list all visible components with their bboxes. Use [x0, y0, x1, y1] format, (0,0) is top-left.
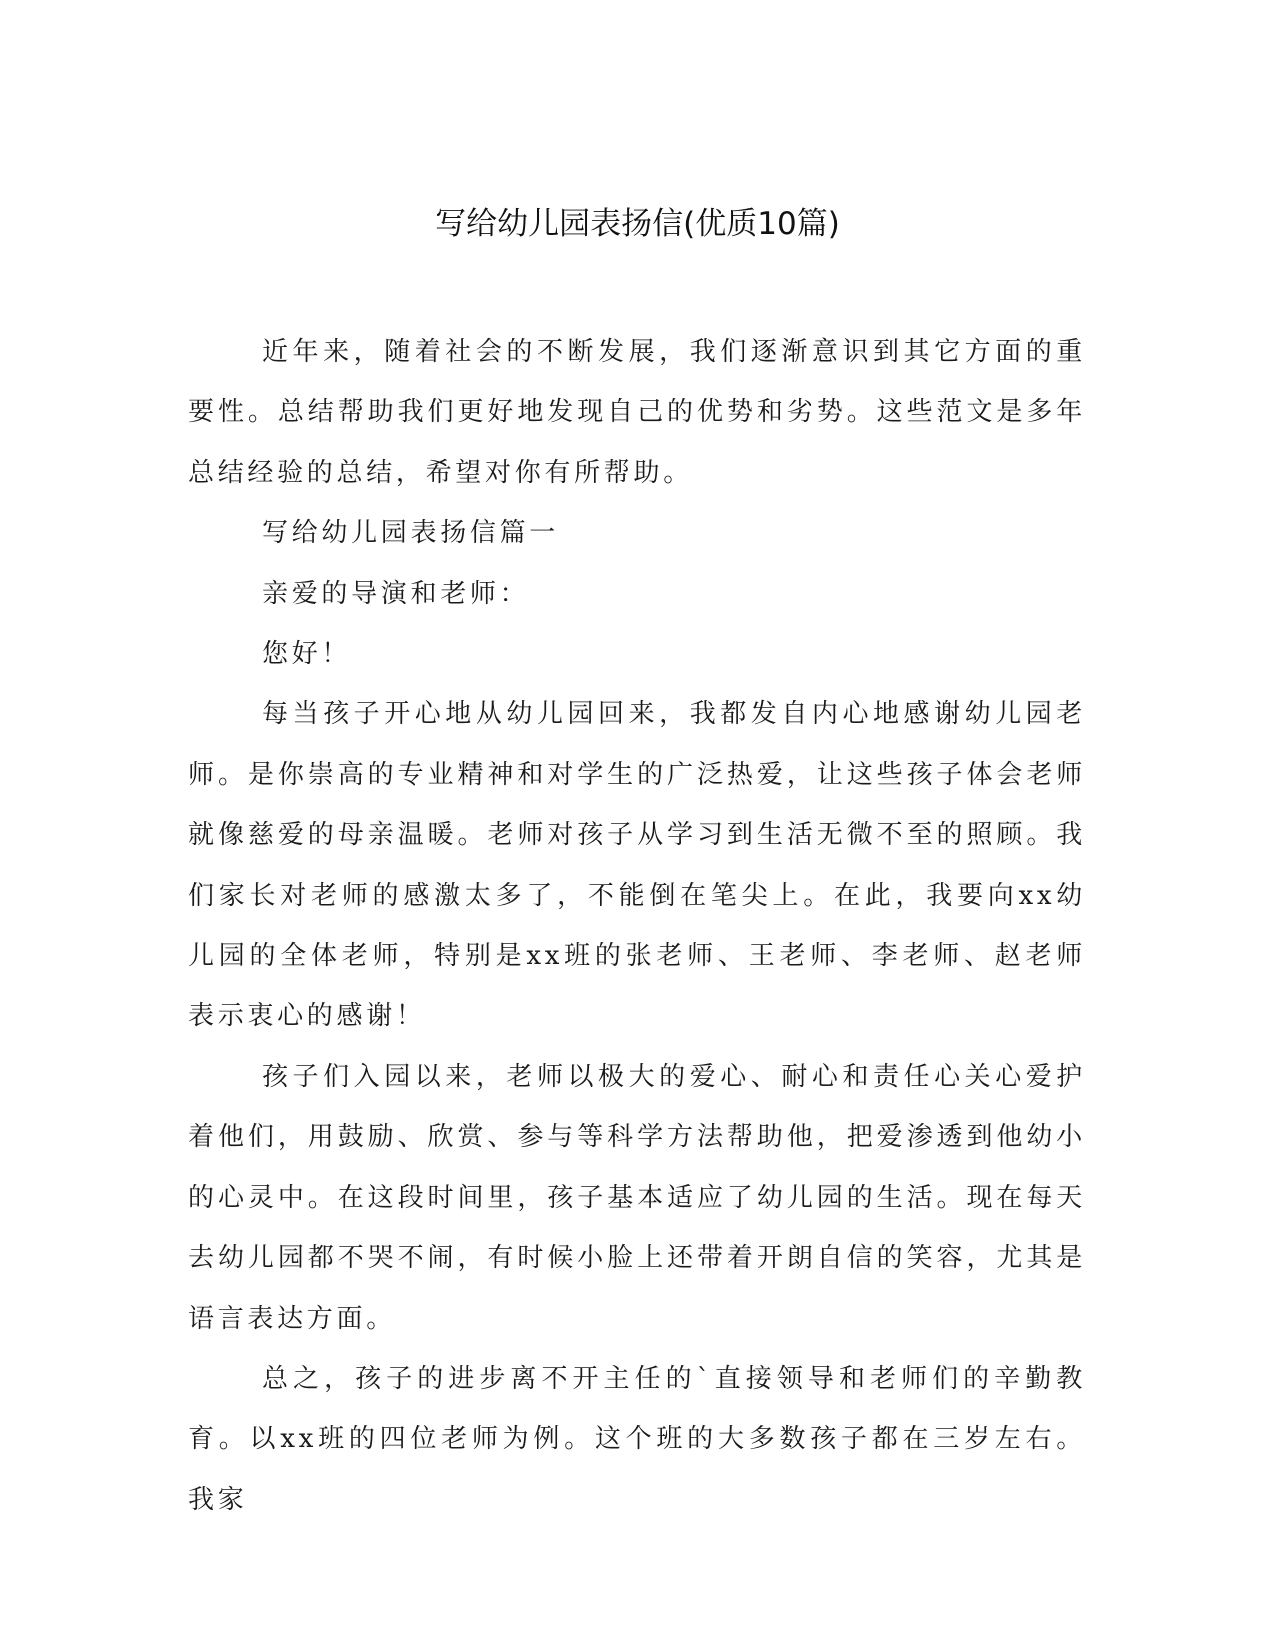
body-paragraph: 孩子们入园以来，老师以极大的爱心、耐心和责任心关心爱护着他们，用鼓励、欣赏、参与等科学方法帮助他，把爱渗透到他幼小的心灵中。在这段时间里，孩子基本适应了幼儿园的生活。现在每天去幼儿园都不哭不闹，有时候小脸上还带着开朗自信的笑容，尤其是语言表达方面。	[188, 1061, 1086, 1334]
body-paragraph: 每当孩子开心地从幼儿园回来，我都发自内心地感谢幼儿园老师。是你崇高的专业精神和对学生的广泛热爱，让这些孩子体会老师就像慈爱的母亲温暖。老师对孩子从学习到生活无微不至的照顾。我们家长对老师的感激太多了，不能倒在笔尖上。在此，我要向xx幼儿园的全体老师，特别是xx班的张老师、王老师、李老师、赵老师表示衷心的感谢！	[188, 699, 1086, 1032]
intro-paragraph: 近年来，随着社会的不断发展，我们逐渐意识到其它方面的重要性。总结帮助我们更好地发现自己的优势和劣势。这些范文是多年总结经验的总结，希望对你有所帮助。	[188, 337, 1086, 488]
section-heading: 写给幼儿园表扬信篇一	[262, 518, 560, 549]
document-body	[188, 322, 1086, 1530]
document-title: 写给幼儿园表扬信(优质10篇)	[435, 206, 840, 242]
salutation: 亲爱的导演和老师：	[262, 578, 530, 609]
greeting: 您好！	[262, 639, 352, 670]
body-paragraph: 总之，孩子的进步离不开主任的`直接领导和老师们的辛勤教育。以xx班的四位老师为例。这个班的大多数孩子都在三岁左右。我家	[188, 1363, 1086, 1515]
